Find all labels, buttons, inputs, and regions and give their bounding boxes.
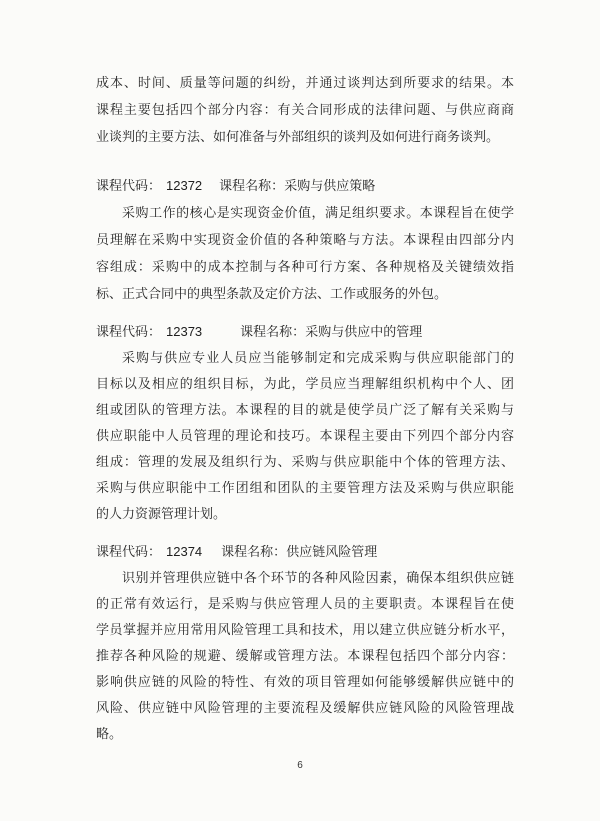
course-code-label: 课程代码： (96, 179, 162, 194)
paragraph-line: 风险、供应链中风险管理的主要流程及缓解供应链风险的风险管理战 (96, 701, 514, 716)
course-code: 12373 (166, 324, 203, 339)
paragraph-line: 识别并管理供应链中各个环节的各种风险因素，确保本组织供应链 (122, 571, 514, 586)
course-code: 12372 (166, 178, 203, 193)
course-description (96, 566, 514, 748)
paragraph-line: 组或团队的管理方法。本课程的目的就是使学员广泛了解有关采购与 (96, 403, 514, 418)
paragraph-line: 业谈判的主要方法、如何准备与外部组织的谈判及如何进行商务谈判。 (96, 130, 500, 145)
paragraph-line: 略。 (96, 727, 123, 742)
course-name: 采购与供应策略 (284, 179, 376, 194)
course-code-label: 课程代码： (96, 545, 162, 560)
intro-paragraph (96, 70, 514, 151)
course-section (96, 319, 514, 528)
paragraph-line: 的正常有效运行，是采购与供应管理人员的主要职责。本课程旨在使 (96, 597, 514, 612)
course-code-label: 课程代码： (96, 325, 162, 340)
paragraph-line: 采购工作的核心是实现资金价值，满足组织要求。本课程旨在使学 (122, 206, 514, 221)
paragraph-line: 的人力资源管理计划。 (96, 507, 227, 522)
course-description (96, 346, 514, 528)
paragraph-line: 推荐各种风险的规避、缓解或管理方法。本课程包括四个部分内容： (96, 649, 514, 664)
paragraph-line: 学员掌握并应用常用风险管理工具和技术，用以建立供应链分析水平， (96, 623, 514, 638)
paragraph-line: 供应职能中人员管理的理论和技巧。本课程主要由下列四个部分内容 (96, 429, 514, 444)
paragraph-line: 采购与供应专业人员应当能够制定和完成采购与供应职能部门的 (122, 351, 514, 366)
paragraph-line: 组成：管理的发展及组织行为、采购与供应职能中个体的管理方法、 (96, 455, 514, 470)
paragraph-line: 目标以及相应的组织目标，为此，学员应当理解组织机构中个人、团 (96, 377, 514, 392)
course-description (96, 200, 514, 308)
paragraph-line: 采购与供应职能中工作团组和团队的主要管理方法及采购与供应职能 (96, 481, 514, 496)
course-name: 采购与供应中的管理 (305, 325, 423, 340)
paragraph-line: 课程主要包括四个部分内容：有关合同形成的法律问题、与供应商商 (96, 103, 514, 118)
course-name: 供应链风险管理 (286, 545, 378, 560)
paragraph-line: 员理解在采购中实现资金价值的各种策略与方法。本课程由四部分内 (96, 233, 514, 248)
page-number: 6 (297, 760, 303, 771)
course-section (96, 172, 514, 308)
course-section (96, 539, 514, 748)
course-header (96, 172, 514, 200)
course-name-label: 课程名称： (219, 179, 285, 194)
course-header (96, 539, 514, 566)
course-name-label: 课程名称： (221, 545, 287, 560)
course-code: 12374 (166, 544, 203, 559)
paragraph-lines (96, 70, 514, 151)
course-header (96, 319, 514, 346)
paragraph-line: 容组成：采购中的成本控制与各种可行方案、各种规格及关键绩效指 (96, 260, 514, 275)
course-name-label: 课程名称： (240, 325, 306, 340)
paragraph-line: 影响供应链的风险的特性、有效的项目管理如何能够缓解供应链中的 (96, 675, 514, 690)
paragraph-line: 标、正式合同中的典型条款及定价方法、工作或服务的外包。 (96, 287, 448, 302)
paragraph-line: 成本、时间、质量等问题的纠纷，并通过谈判达到所要求的结果。本 (96, 76, 514, 91)
